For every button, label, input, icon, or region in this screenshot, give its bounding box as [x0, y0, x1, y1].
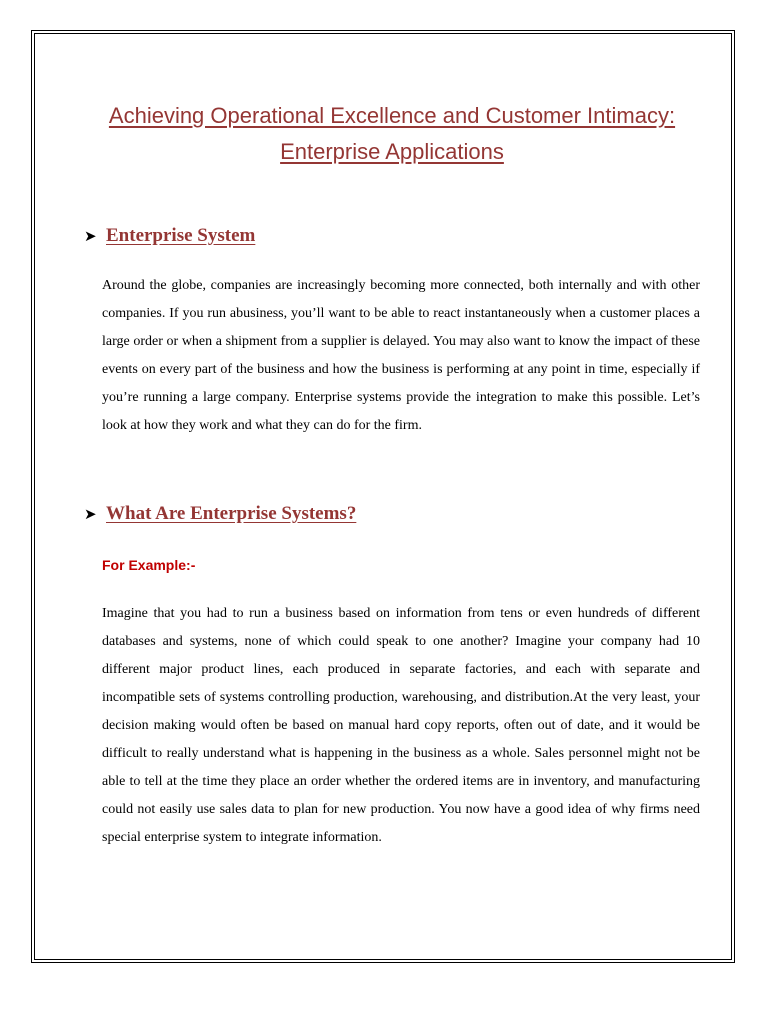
arrow-bullet-icon: ➤: [84, 228, 97, 245]
section-heading-what-are-enterprise-systems: [84, 503, 356, 525]
section-heading-text: What Are Enterprise Systems?: [106, 503, 357, 524]
title-line-1: Achieving Operational Excellence and Customer Intimacy:: [108, 103, 676, 128]
paragraph-enterprise-system: Around the globe, companies are increasingly becoming more connected, both internally and with other companies. If you run abusiness, you’ll want to be able to react instantaneously when a customer places a large order or when a shipment from a supplier is delayed. You may also want to know the impact of these events on every part of the business and how the business is performing at any point in time, especially if you’re running a large company. Enterprise systems provide the integration to make this possible. Let’s look at how they work and what they can do for the firm.: [102, 278, 700, 433]
section-heading-text: Enterprise System: [106, 225, 256, 246]
section-heading-enterprise-system: [84, 225, 255, 247]
arrow-bullet-icon: ➤: [84, 506, 97, 523]
document-title: [60, 98, 724, 170]
subheading-for-example: For Example:-: [102, 557, 196, 573]
title-line-2: Enterprise Applications: [280, 139, 504, 164]
paragraph-example: Imagine that you had to run a business based on information from tens or even hundreds of different databases and systems, none of which could speak to one another? Imagine your company had 10 different major product lines, each produced in separate factories, and each with separate and incompatible sets of systems controlling production, warehousing, and distribution.At the very least, your decision making would often be based on manual hard copy reports, often out of date, and it would be difficult to really understand what is happening in the business as a whole. Sales personnel might not be able to tell at the time they place an order whether the ordered items are in inventory, and manufacturing could not easily use sales data to plan for new production. You now have a good idea of why firms need special enterprise system to integrate information.: [102, 606, 700, 845]
